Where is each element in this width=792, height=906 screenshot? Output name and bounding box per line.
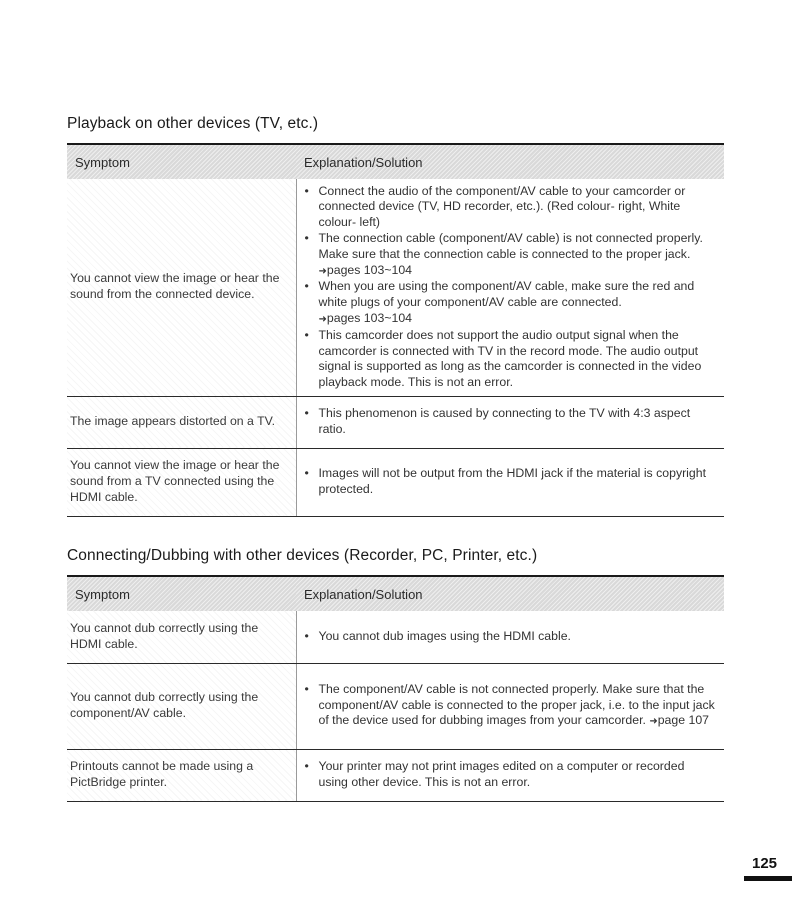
symptom-cell: Printouts cannot be made using a PictBridge printer. [67, 749, 296, 801]
table-row [67, 749, 724, 801]
solution-item [305, 328, 717, 391]
solution-header: Explanation/Solution [296, 144, 724, 179]
solution-cell [296, 396, 724, 448]
table-row [67, 448, 724, 516]
solution-list [305, 184, 717, 391]
solution-text: This camcorder does not support the audio output signal when the camcorder is connected with TV in the record mode. The audio output signal is supported as long as the camcorder is connected in the video playback mode. This is not an error. [318, 327, 702, 390]
section-connecting-dubbing [67, 546, 724, 802]
solution-text: The connection cable (component/AV cable) is not connected properly. Make sure that the connection cable is connected to the proper jack. [318, 230, 703, 261]
symptom-cell: You cannot view the image or hear the sound from a TV connected using the HDMI cable. [67, 448, 296, 516]
arrow-right-icon: ➜ [318, 313, 327, 325]
symptom-cell: You cannot view the image or hear the sound from the connected device. [67, 179, 296, 396]
page-reference [319, 311, 413, 325]
solution-item [305, 682, 717, 730]
solution-text: Connect the audio of the component/AV cable to your camcorder or connected device (TV, HD recorder, etc.). (Red colour- right, White colour- left) [318, 183, 686, 230]
solution-item [305, 759, 717, 791]
section-title: Playback on other devices (TV, etc.) [67, 115, 319, 132]
solution-list [305, 759, 717, 791]
solution-item [305, 406, 717, 438]
page-reference-text: page 107 [657, 713, 710, 728]
solution-cell [296, 611, 724, 663]
table-row [67, 663, 724, 749]
section-title: Connecting/Dubbing with other devices (Recorder, PC, Printer, etc.) [67, 547, 538, 564]
symptom-cell: The image appears distorted on a TV. [67, 396, 296, 448]
solution-list [305, 406, 717, 438]
troubleshooting-table [67, 575, 724, 802]
solution-cell [296, 663, 724, 749]
page-number-bar [744, 876, 792, 881]
solution-text: You cannot dub images using the HDMI cable. [318, 628, 571, 643]
solution-text: Images will not be output from the HDMI jack if the material is copyright protected. [318, 466, 707, 496]
solution-item [305, 184, 717, 231]
solution-header: Explanation/Solution [296, 576, 724, 611]
page-reference-text: pages 103~104 [326, 262, 413, 277]
solution-text: The component/AV cable is not connected properly. Make sure that the component/AV cable is connected to the proper jack, i.e. to the input jack of the device used for dubbing images from your camcorder. [318, 681, 715, 728]
page-reference-text: pages 103~104 [326, 310, 413, 325]
page-number: 125 [752, 855, 778, 872]
symptom-header: Symptom [67, 144, 296, 179]
symptom-cell: You cannot dub correctly using the component/AV cable. [67, 663, 296, 749]
arrow-right-icon: ➜ [318, 265, 327, 277]
solution-cell [296, 448, 724, 516]
solution-item [305, 466, 717, 498]
solution-cell [296, 179, 724, 396]
table-header-row [67, 576, 724, 611]
symptom-header: Symptom [67, 576, 296, 611]
page-reference [649, 713, 709, 727]
table-row [67, 396, 724, 448]
solution-text: Your printer may not print images edited on a computer or recorded using other device. This is not an error. [318, 759, 685, 789]
page-reference [319, 263, 413, 277]
troubleshooting-table [67, 143, 724, 517]
symptom-cell: You cannot dub correctly using the HDMI cable. [67, 611, 296, 663]
solution-text: This phenomenon is caused by connecting to the TV with 4:3 aspect ratio. [318, 406, 691, 436]
solution-list [305, 466, 717, 498]
solution-list [305, 629, 717, 645]
solution-item [305, 279, 717, 327]
solution-item [305, 231, 717, 279]
table-header-row [67, 144, 724, 179]
arrow-right-icon: ➜ [649, 716, 658, 728]
solution-cell [296, 749, 724, 801]
section-playback [67, 114, 724, 517]
solution-item [305, 629, 717, 645]
solution-text: When you are using the component/AV cable, make sure the red and white plugs of your component/AV cable are connected. [318, 279, 695, 310]
table-row [67, 179, 724, 396]
solution-list [305, 682, 717, 730]
table-row [67, 611, 724, 663]
